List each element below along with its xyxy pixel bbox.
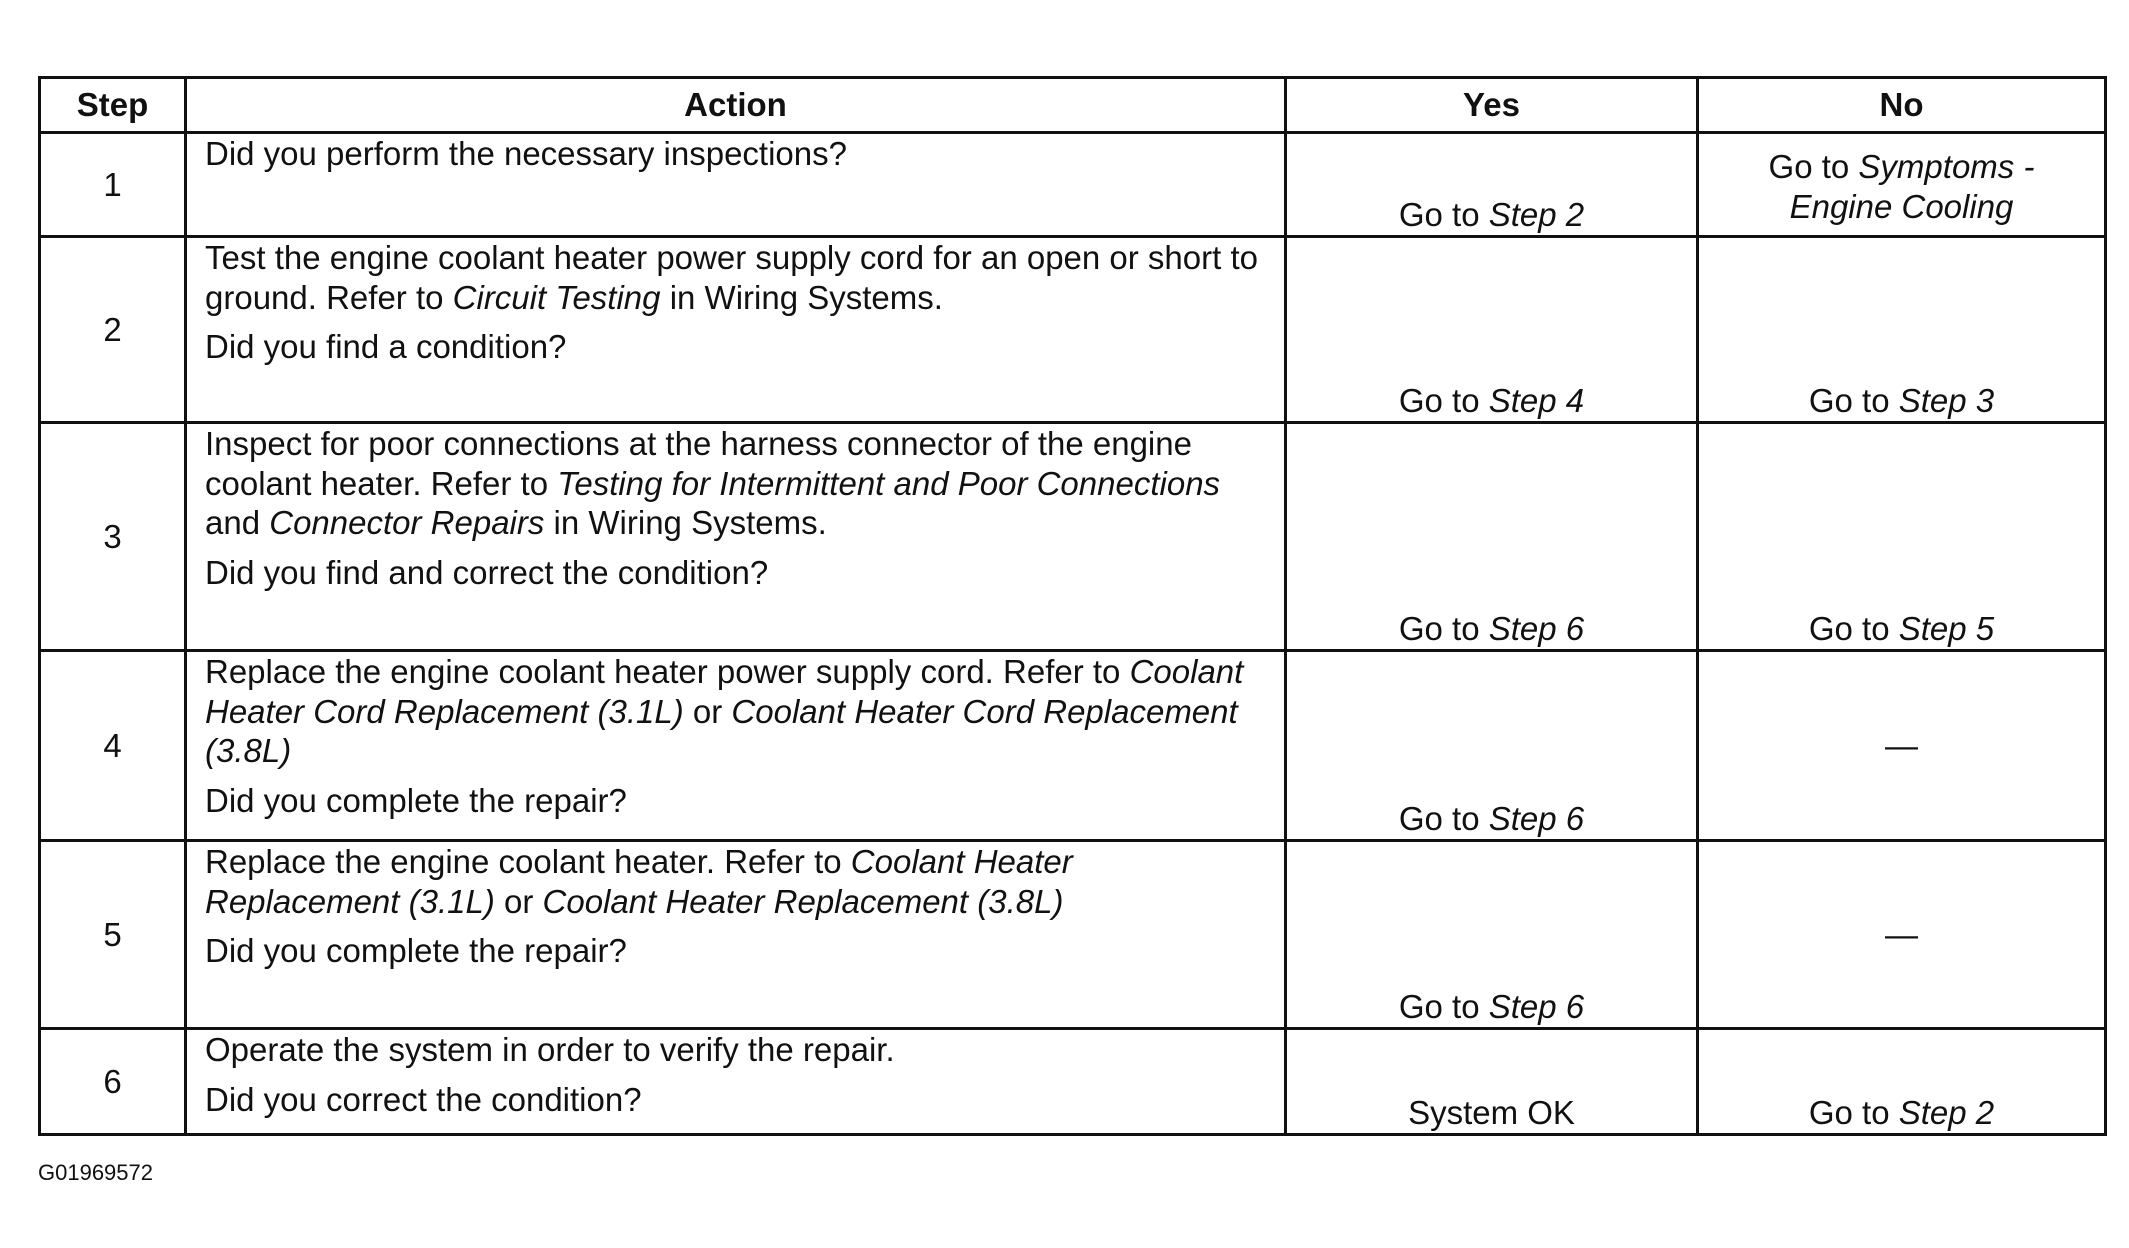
instruction-text: in Wiring Systems. <box>660 278 943 316</box>
instruction-text: or <box>683 692 732 730</box>
no-cell <box>1698 423 2106 651</box>
action-question: Did you complete the repair? <box>205 932 627 970</box>
no-target-link[interactable]: Step 3 <box>1898 382 1995 420</box>
action-instruction <box>205 238 1266 317</box>
no-prefix: Go to <box>1768 147 1859 185</box>
step-number: 3 <box>40 423 186 651</box>
reference-link[interactable]: Connector Repairs <box>269 504 545 542</box>
diagnostic-table <box>38 76 2107 1136</box>
step-number: 5 <box>40 841 186 1029</box>
header-step: Step <box>40 78 186 133</box>
table-row <box>40 133 2106 237</box>
no-target-link[interactable]: Step 2 <box>1898 1094 1995 1132</box>
table-row <box>40 841 2106 1029</box>
instruction-text: or <box>494 882 543 920</box>
instruction-text: Inspect for poor connections at the harness connector of the engine coolant heater. Refer to <box>205 425 1192 502</box>
no-cell <box>1698 133 2106 237</box>
table-row <box>40 423 2106 651</box>
yes-cell <box>1286 423 1698 651</box>
no-prefix: Go to <box>1808 610 1899 648</box>
reference-link[interactable]: Coolant Heater Replacement (3.8L) <box>542 882 1064 920</box>
yes-cell <box>1286 841 1698 1029</box>
no-cell <box>1698 237 2106 423</box>
step-number: 2 <box>40 237 186 423</box>
table-row <box>40 651 2106 841</box>
no-prefix: Go to <box>1808 382 1899 420</box>
action-cell <box>186 237 1286 423</box>
action-cell <box>186 651 1286 841</box>
no-not-applicable-dash: — <box>1885 915 1918 953</box>
yes-target-link[interactable]: Step 4 <box>1488 382 1585 420</box>
action-instruction <box>205 424 1266 543</box>
reference-link[interactable]: Coolant Heater Cord Replacement (3.8L) <box>205 692 1238 770</box>
yes-cell <box>1286 651 1698 841</box>
instruction-text: in Wiring Systems. <box>544 504 827 542</box>
reference-link[interactable]: Circuit Testing <box>452 278 661 316</box>
yes-cell <box>1286 133 1698 237</box>
yes-target-link[interactable]: Step 6 <box>1488 988 1585 1026</box>
action-question: Did you find a condition? <box>205 328 567 366</box>
diagnostic-table-container <box>38 76 2104 1134</box>
no-target-link[interactable]: Symptoms - Engine Cooling <box>1789 147 2035 225</box>
yes-result: System OK <box>1408 1094 1575 1132</box>
figure-id: G01969572 <box>38 1160 153 1185</box>
table-row <box>40 237 2106 423</box>
reference-link[interactable]: Coolant Heater Replacement (3.1L) <box>205 843 1073 920</box>
instruction-text: and <box>205 504 270 542</box>
header-yes: Yes <box>1286 78 1698 133</box>
yes-cell <box>1286 1029 1698 1135</box>
action-question: Did you correct the condition? <box>205 1080 642 1118</box>
reference-link[interactable]: Coolant Heater Cord Replacement (3.1L) <box>205 653 1244 730</box>
step-number: 6 <box>40 1029 186 1135</box>
no-cell <box>1698 841 2106 1029</box>
action-question: Did you complete the repair? <box>205 781 627 819</box>
reference-link[interactable]: Testing for Intermittent and Poor Connections <box>557 464 1221 502</box>
no-cell <box>1698 1029 2106 1135</box>
yes-prefix: Go to <box>1398 382 1489 420</box>
yes-target-link[interactable]: Step 2 <box>1488 196 1585 234</box>
step-number: 4 <box>40 651 186 841</box>
yes-cell <box>1286 237 1698 423</box>
action-cell <box>186 1029 1286 1135</box>
no-target-link[interactable]: Step 5 <box>1898 610 1995 648</box>
action-instruction <box>205 842 1266 921</box>
yes-prefix: Go to <box>1398 196 1489 234</box>
action-instruction <box>205 652 1266 771</box>
yes-prefix: Go to <box>1398 988 1489 1026</box>
header-action: Action <box>186 78 1286 133</box>
no-not-applicable-dash: — <box>1885 726 1918 764</box>
instruction-text: Test the engine coolant heater power supply cord for an open or short to ground. Refer to <box>205 239 1258 316</box>
instruction-text: Replace the engine coolant heater power supply cord. Refer to <box>205 653 1130 690</box>
action-cell <box>186 841 1286 1029</box>
yes-target-link[interactable]: Step 6 <box>1488 610 1585 648</box>
action-instruction: Operate the system in order to verify the repair. <box>205 1031 895 1068</box>
no-cell <box>1698 651 2106 841</box>
table-header-row <box>40 78 2106 133</box>
no-prefix: Go to <box>1808 1094 1899 1132</box>
action-cell <box>186 423 1286 651</box>
yes-target-link[interactable]: Step 6 <box>1488 800 1585 838</box>
instruction-text: Replace the engine coolant heater. Refer to <box>205 843 851 880</box>
step-number: 1 <box>40 133 186 237</box>
header-no: No <box>1698 78 2106 133</box>
yes-prefix: Go to <box>1398 610 1489 648</box>
action-cell <box>186 133 1286 237</box>
table-row <box>40 1029 2106 1135</box>
action-question: Did you perform the necessary inspections? <box>205 135 847 172</box>
action-question: Did you find and correct the condition? <box>205 553 769 591</box>
yes-prefix: Go to <box>1398 800 1489 838</box>
